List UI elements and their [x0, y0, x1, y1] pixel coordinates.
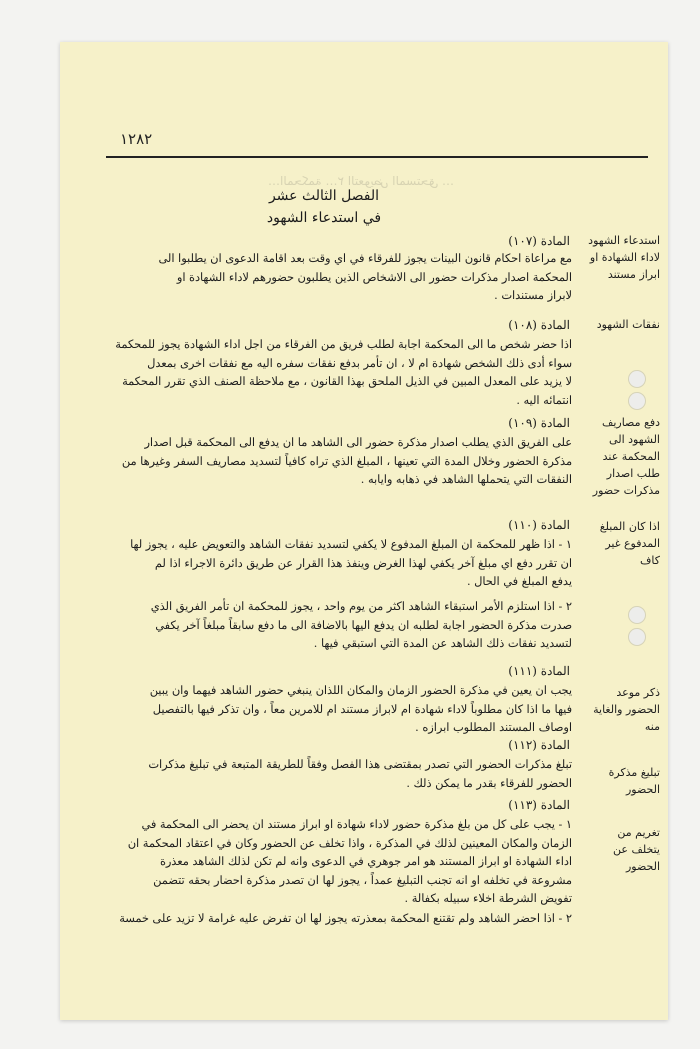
chapter-subtitle: في استدعاء الشهود	[266, 210, 382, 226]
margin-note-payment: دفع مصاريف الشهود الى المحكمة عند طلب اصدار مذكرات حضور	[592, 416, 660, 497]
article-110-clause-2	[104, 598, 572, 654]
article-110-clause-1	[104, 536, 572, 592]
text-line: لابراز مستندات .	[494, 289, 572, 303]
text-line: تبلغ مذكرات الحضور التي تصدر بمقتضى هذا الفصل وفقاً للطريقة المتبعة في تبليغ مذكرات	[148, 758, 572, 771]
margin-note-summoning: استدعاء الشهود لاداء الشهادة او ابراز مستند	[588, 234, 660, 281]
text-line: مذكرة الحضور وخلال المدة التي تعينها ، المبلغ الذي تراه كافياً لتسديد مصاريف السفر وغيرها من	[121, 454, 572, 468]
text-line: ٢ - اذا استلزم الأمر استبقاء الشاهد اكثر من يوم واحد ، يجوز للمحكمة ان تأمر الفريق الذي	[150, 600, 572, 613]
article-heading: المادة (١٠٧)	[508, 234, 570, 248]
text-line: يجب ان يعين في مذكرة الحضور الزمان والمكان اللذان ينبغي حضور الشاهد فيهما وان يبين	[149, 684, 572, 697]
article-heading: المادة (١١٢)	[508, 738, 570, 752]
page-number: ١٢٨٢	[120, 130, 153, 148]
article-107-text	[104, 250, 572, 306]
article-109-text	[104, 434, 572, 490]
article-heading: المادة (١٠٩)	[508, 416, 570, 430]
article-108-text	[104, 336, 572, 410]
article-112-text	[104, 756, 572, 793]
text-line: سواء أدى ذلك الشخص شهادة ام لا ، ان تأمر بدفع نفقات سفره اليه مع نفقات اخرى بمعدل	[147, 356, 572, 370]
text-line: صدرت مذكرة الحضور اجابة لطلبه ان يدفع اليها بالاضافة الى ما دفع سابقاً مبلغاً آخر يكفي	[155, 618, 572, 632]
punch-hole	[628, 628, 646, 646]
margin-note-time-purpose: ذكر موعد الحضور والغاية منه	[593, 686, 660, 733]
text-line: مشروعة في تخلفه او انه تجنب التبليغ عمداً ، يجوز لها ان تصدر مذكرة احضار بحقه تتضمن	[153, 873, 572, 887]
text-line: ١ - يجب على كل من بلغ مذكرة حضور لاداء شهادة او ابراز مستند ان يحضر الى المحكمة في	[141, 818, 572, 831]
text-line: ١ - اذا ظهر للمحكمة ان المبلغ المدفوع لا يكفي لتسديد نفقات الشاهد والتعويض عليه ، يجوز لها	[130, 538, 572, 551]
text-line: الحضور للفرقاء بقدر ما يمكن ذلك .	[406, 776, 572, 790]
text-line: ان تقرر دفع اي مبلغ آخر يكفي لهذا الغرض وينفذ هذا القرار عن طريق دائرة الاجراء اذا لم	[154, 556, 572, 570]
text-line: انتمائه اليه .	[516, 393, 572, 407]
article-heading: المادة (١١١)	[508, 664, 570, 678]
margin-note-insufficient: اذا كان المبلغ المدفوع غير كاف	[599, 520, 660, 567]
chapter-title: الفصل الثالث عشر	[268, 188, 380, 204]
text-line: الزمان والمكان المعينين لذلك في المذكرة ، واذا تخلف عن الحضور وكان في اعتقاد المحكمة ان	[127, 836, 572, 850]
article-113-clause-1	[104, 816, 572, 909]
article-heading: المادة (١١٠)	[508, 518, 570, 532]
margin-note-fine: تغريم من يتخلف عن الحضور	[613, 826, 660, 873]
text-line: لتسديد نفقات ذلك الشاهد عن المدة التي استبقي فيها .	[313, 637, 572, 651]
article-111-text	[104, 682, 572, 738]
text-line: يدفع المبلغ في الحال .	[466, 575, 572, 589]
text-line: اداء الشهادة او ابراز المستند هو امر جوهري في الدعوى وانه لم تكن لذلك الشاهد معذرة	[159, 855, 572, 869]
header-rule	[106, 156, 648, 158]
text-line: اوصاف المستند المطلوب ابرازه .	[415, 721, 572, 735]
text-line: على الفريق الذي يطلب اصدار مذكرة حضور الى الشاهد ما ان يدفع الى المحكمة قبل اصدار	[144, 436, 572, 449]
text-line: ٢ - اذا احضر الشاهد ولم تقتنع المحكمة بمعذرته يجوز لها ان تفرض عليه غرامة لا تزيد على خمسة	[119, 912, 572, 925]
punch-hole	[628, 370, 646, 388]
article-heading: المادة (١٠٨)	[508, 318, 570, 332]
text-line: مع مراعاة احكام قانون البينات يجوز للفرقاء في اي وقت بعد اقامة الدعوى ان يطلبوا الى	[158, 252, 572, 265]
margin-note-witness-expenses: نفقات الشهود	[596, 318, 660, 331]
text-line: فيها ما اذا كان مطلوباً لاداء شهادة ام لابراز مستند ام للامرين معاً ، وان تذكر فيها بالتفصيل	[152, 702, 572, 716]
text-line: المحكمة اصدار مذكرات حضور الى الاشخاص الذين يطلبون حضورهم لاداء الشهادة او	[176, 270, 572, 284]
text-line: لا يزيد على المعدل المبين في الذيل الملحق بهذا القانون ، مع ملاحظة الصنف الذي تقرر المحكمة	[122, 375, 572, 389]
punch-hole	[628, 392, 646, 410]
text-line: تفويض الشرطة اخلاء سبيله بكفالة .	[404, 892, 572, 906]
margin-note-service: تبليغ مذكرة الحضور	[608, 766, 660, 796]
text-line: اذا حضر شخص ما الى المحكمة اجابة لطلب فريق من الفرقاء من اجل اداء الشهادة يجوز للمحكمة	[115, 338, 572, 351]
punch-hole	[628, 606, 646, 624]
article-113-clause-2	[104, 910, 572, 929]
bleed-through-text: …المحكمة …٢ التعويض المستحق …	[268, 174, 455, 188]
article-heading: المادة (١١٣)	[508, 798, 570, 812]
text-line: النفقات التي يتحملها الشاهد في ذهابه وايابه .	[360, 473, 572, 487]
